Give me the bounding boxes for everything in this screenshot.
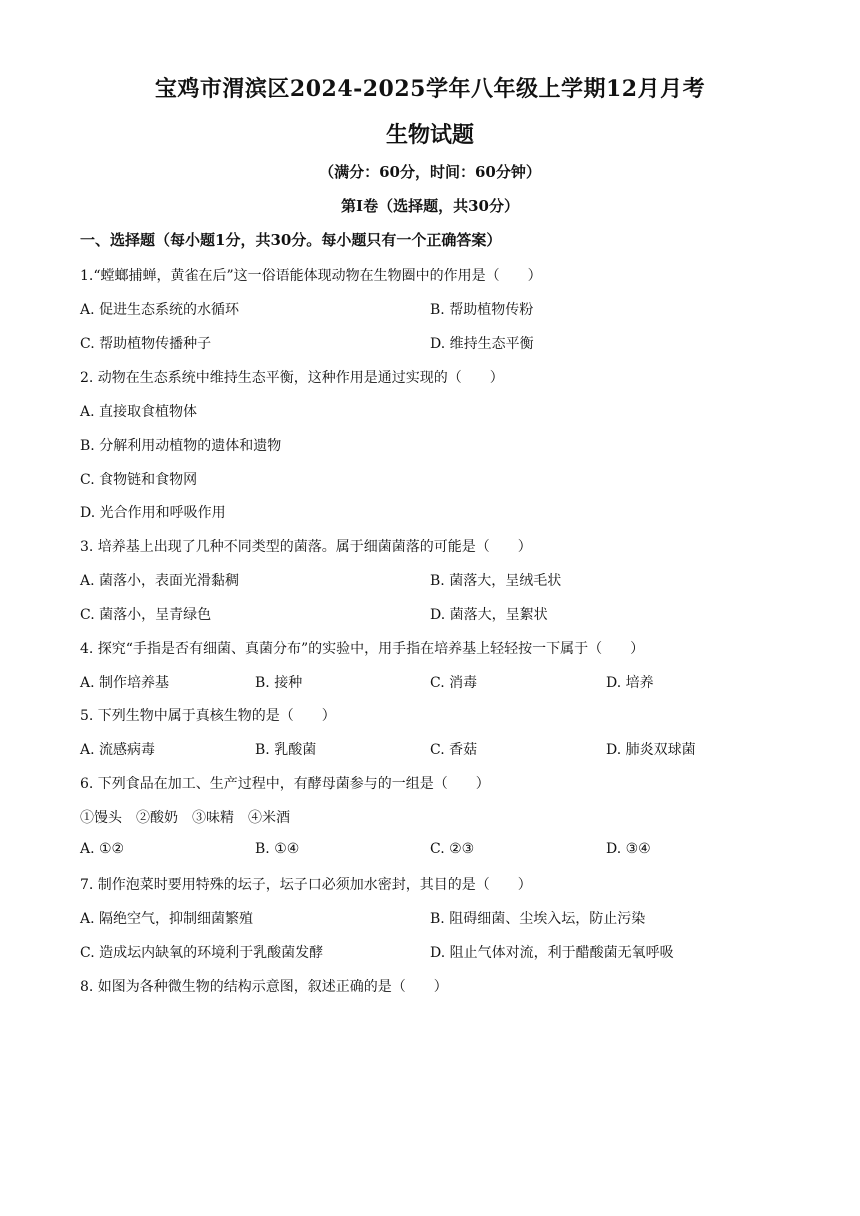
- question-1-option-c: C. 帮助植物传播种子: [80, 336, 212, 352]
- question-6-stem: 6. 下列食品在加工、生产过程中，有酵母菌参与的一组是（ ）: [80, 776, 490, 792]
- volume-heading: 第Ⅰ卷（选择题，共30分）: [341, 197, 519, 215]
- question-1-option-a: A. 促进生态系统的水循环: [80, 302, 240, 318]
- question-5-stem: 5. 下列生物中属于真核生物的是（ ）: [80, 708, 336, 724]
- question-5-option-b: B. 乳酸菌: [255, 742, 317, 758]
- question-6-option-a: A. ①②: [80, 841, 125, 857]
- question-4-option-c: C. 消毒: [430, 675, 478, 691]
- question-7-option-a: A. 隔绝空气，抑制细菌繁殖: [80, 911, 254, 927]
- question-6-option-c: C. ②③: [430, 841, 475, 857]
- question-4-option-d: D. 培养: [606, 675, 654, 691]
- question-2-option-b: B. 分解利用动植物的遗体和遗物: [80, 438, 282, 454]
- question-5-option-c: C. 香菇: [430, 742, 478, 758]
- score-time: （满分：60分，时间：60分钟）: [319, 163, 541, 181]
- question-5-option-a: A. 流感病毒: [80, 742, 156, 758]
- question-6-option-b: B. ①④: [255, 841, 300, 857]
- question-7-option-d: D. 阻止气体对流，利于醋酸菌无氧呼吸: [430, 945, 674, 961]
- question-3-stem: 3. 培养基上出现了几种不同类型的菌落。属于细菌菌落的可能是（ ）: [80, 539, 532, 555]
- question-5-option-d: D. 肺炎双球菌: [606, 742, 696, 758]
- section-heading: 一、选择题（每小题1分，共30分。每小题只有一个正确答案）: [80, 231, 502, 249]
- question-4-option-b: B. 接种: [255, 675, 303, 691]
- question-2-stem: 2. 动物在生态系统中维持生态平衡，这种作用是通过实现的（ ）: [80, 370, 504, 386]
- question-3-option-b: B. 菌落大，呈绒毛状: [430, 573, 562, 589]
- question-2-option-a: A. 直接取食植物体: [80, 404, 198, 420]
- question-7-option-c: C. 造成坛内缺氧的环境利于乳酸菌发酵: [80, 945, 324, 961]
- question-8-stem: 8. 如图为各种微生物的结构示意图，叙述正确的是（ ）: [80, 979, 448, 995]
- question-1-stem: 1.“螳螂捕蝉，黄雀在后”这一俗语能体现动物在生物圈中的作用是（ ）: [80, 268, 542, 284]
- question-4-stem: 4. 探究“手指是否有细菌、真菌分布”的实验中，用手指在培养基上轻轻按一下属于（ ）: [80, 641, 645, 657]
- question-6-option-d: D. ③④: [606, 841, 651, 857]
- question-3-option-d: D. 菌落大，呈絮状: [430, 607, 548, 623]
- question-3-option-c: C. 菌落小，呈青绿色: [80, 607, 212, 623]
- exam-title: 宝鸡市渭滨区2024-2025学年八年级上学期12月月考: [154, 76, 706, 102]
- subject-title: 生物试题: [385, 122, 474, 148]
- question-1-option-d: D. 维持生态平衡: [430, 336, 534, 352]
- question-7-stem: 7. 制作泡菜时要用特殊的坛子，坛子口必须加水密封，其目的是（ ）: [80, 877, 532, 893]
- question-1-option-b: B. 帮助植物传粉: [430, 302, 534, 318]
- question-6-items: ①馒头 ②酸奶 ③味精 ④米酒: [80, 810, 290, 826]
- question-2-option-c: C. 食物链和食物网: [80, 472, 198, 488]
- question-7-option-b: B. 阻碍细菌、尘埃入坛，防止污染: [430, 911, 646, 927]
- question-3-option-a: A. 菌落小，表面光滑黏稠: [80, 573, 240, 589]
- question-2-option-d: D. 光合作用和呼吸作用: [80, 505, 226, 521]
- question-4-option-a: A. 制作培养基: [80, 675, 170, 691]
